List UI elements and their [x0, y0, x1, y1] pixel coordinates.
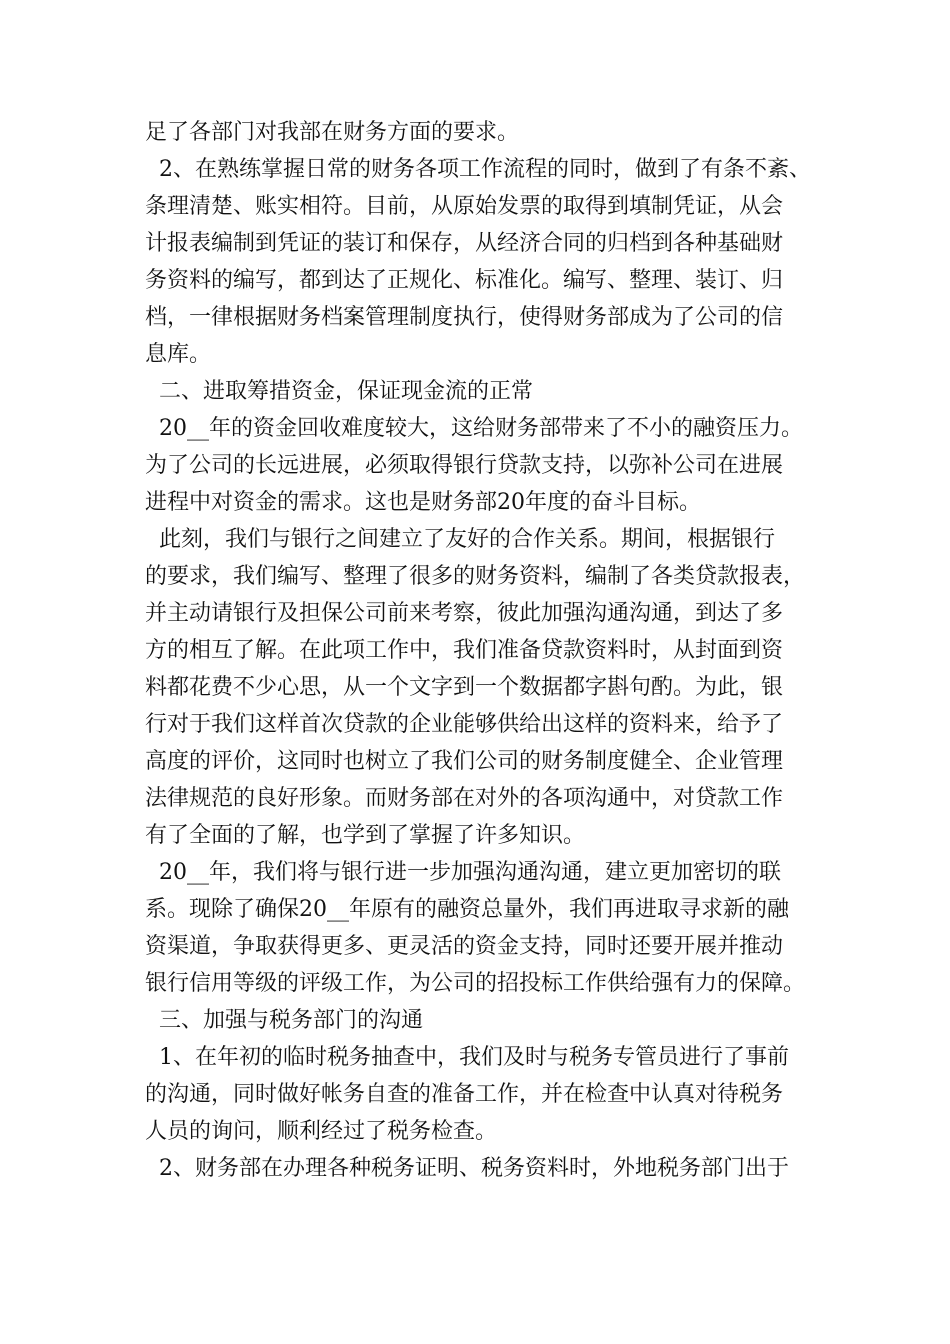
text-line: 银行信用等级的评级工作，为公司的招投标工作供给强有力的保障。 [145, 971, 806, 996]
text-line: 并主动请银行及担保公司前来考察，彼此加强沟通沟通，到达了多 [145, 601, 784, 626]
text-line: 息库。 [145, 342, 212, 367]
text-line: 计报表编制到凭证的装订和保存，从经济合同的归档到各种基础财 [145, 231, 784, 256]
text-line: 20__年，我们将与银行进一步加强沟通沟通，建立更加密切的联 [145, 860, 781, 885]
section-heading: 三、加强与税务部门的沟通 [145, 1008, 423, 1033]
text-line: 条理清楚、账实相符。目前，从原始发票的取得到填制凭证，从会 [145, 194, 784, 219]
text-line: 进程中对资金的需求。这也是财务部20年度的奋斗目标。 [145, 490, 701, 515]
text-line: 高度的评价，这同时也树立了我们公司的财务制度健全、企业管理 [145, 749, 784, 774]
text-line: 的要求，我们编写、整理了很多的财务资料，编制了各类贷款报表， [145, 564, 806, 589]
text-line: 资渠道，争取获得更多、更灵活的资金支持，同时还要开展并推动 [145, 934, 784, 959]
text-line: 为了公司的长远进展，必须取得银行贷款支持，以弥补公司在进展 [145, 453, 784, 478]
text-line: 此刻，我们与银行之间建立了友好的合作关系。期间，根据银行 [145, 527, 775, 552]
text-line: 档，一律根据财务档案管理制度执行，使得财务部成为了公司的信 [145, 305, 784, 330]
text-line: 2、财务部在办理各种税务证明、税务资料时，外地税务部门出于 [145, 1156, 789, 1181]
text-line: 人员的询问，顺利经过了税务检查。 [145, 1119, 498, 1144]
text-line: 1、在年初的临时税务抽查中，我们及时与税务专管员进行了事前 [145, 1045, 789, 1070]
text-line: 足了各部门对我部在财务方面的要求。 [145, 120, 520, 145]
text-line: 法律规范的良好形象。而财务部在对外的各项沟通中，对贷款工作 [145, 786, 784, 811]
text-line: 有了全面的了解，也学到了掌握了许多知识。 [145, 823, 586, 848]
text-line: 料都花费不少心思，从一个文字到一个数据都字斟句酌。为此，银 [145, 675, 784, 700]
text-line: 2、在熟练掌握日常的财务各项工作流程的同时，做到了有条不紊、 [145, 157, 811, 182]
text-line: 系。现除了确保20__年原有的融资总量外，我们再进取寻求新的融 [145, 897, 789, 922]
text-line: 务资料的编写，都到达了正规化、标准化。编写、整理、装订、归 [145, 268, 784, 293]
section-heading: 二、进取筹措资金，保证现金流的正常 [145, 379, 533, 404]
text-line: 方的相互了解。在此项工作中，我们准备贷款资料时，从封面到资 [145, 638, 784, 663]
text-line: 的沟通，同时做好帐务自查的准备工作，并在检查中认真对待税务 [145, 1082, 784, 1107]
text-line: 20__年的资金回收难度较大，这给财务部带来了不小的融资压力。 [145, 416, 803, 441]
text-line: 行对于我们这样首次贷款的企业能够供给出这样的资料来，给予了 [145, 712, 784, 737]
